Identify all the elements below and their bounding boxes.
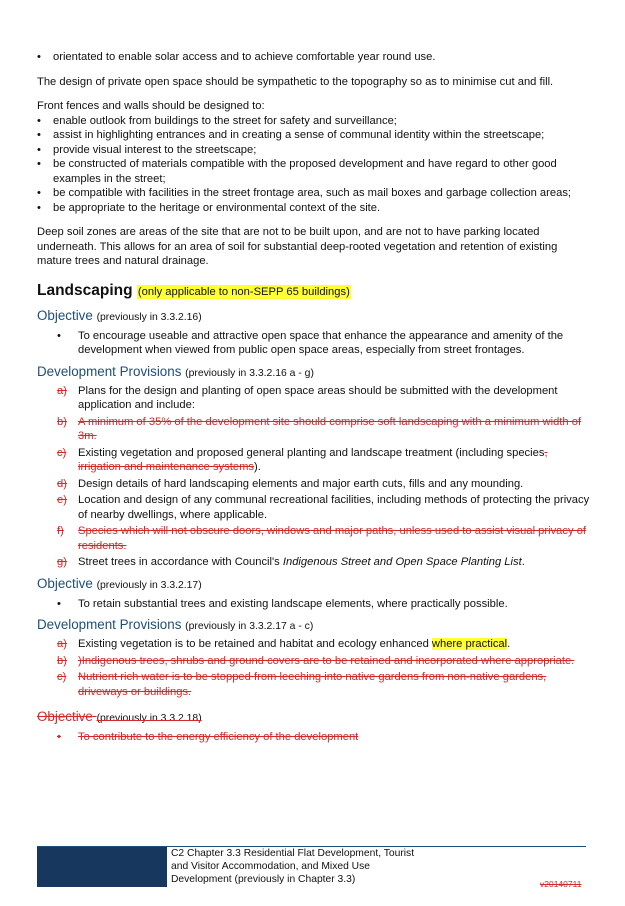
bullet-text: orientated to enable solar access and to achieve comfortable year round use. xyxy=(53,51,436,63)
provision-item: a) Plans for the design and planting of open space areas should be submitted with the development application and include: xyxy=(57,384,558,411)
objective-heading: Objective (previously in 3.3.2.17) xyxy=(37,575,202,591)
paragraph-deep-soil: Deep soil zones are areas of the site that are not to be built upon, and are not to have parking located underneath. This allows for an area of soil for substantial deep-rooted vegetation and retention of existing mature trees and natural drainage. xyxy=(37,226,558,267)
objective-heading-deleted: Objective (previously in 3.3.2.18) xyxy=(37,709,202,724)
objective-heading: Objective (previously in 3.3.2.16) xyxy=(37,307,202,323)
landscaping-heading: Landscaping (only applicable to non-SEPP 65 buildings) xyxy=(37,281,350,299)
provisions-heading: Development Provisions (previously in 3.3.2.16 a - g) xyxy=(37,363,314,379)
footer-chapter-title: C2 Chapter 3.3 Residential Flat Development, Tourist and Visitor Accommodation, and Mixed Use Development (previously in Chapter 3.3) xyxy=(171,848,415,885)
footer-color-block xyxy=(37,847,167,887)
bullet-item: • assist in highlighting entrances and in creating a sense of communal identity within the streetscape; xyxy=(37,129,545,141)
objective-bullet: • To encourage useable and attractive open space that enhance the appearance and amenity of the development when viewed from public open space areas, especially from street frontages. xyxy=(57,329,564,356)
paragraph-topography: The design of private open space should be sympathetic to the topography so as to minimise cut and fill. xyxy=(37,75,554,88)
bullet-item: • be constructed of materials compatible with the proposed development and have regard to other good examples in the street; xyxy=(37,158,557,185)
provision-item: e) Location and design of any communal recreational facilities, including methods of protecting the privacy of nearby dwellings, where applicable. xyxy=(57,494,590,521)
provisions-heading: Development Provisions (previously in 3.3.2.17 a - c) xyxy=(37,617,314,632)
bullet-item: • provide visual interest to the streetscape; xyxy=(37,143,257,156)
provision-item: c) Existing vegetation and proposed general planting and landscape treatment (including species, irrigation and maintenance systems). xyxy=(57,446,548,473)
provision-item-deleted: f) Species which will not obscure doors, windows and major paths, unless used to assist visual privacy of residents. xyxy=(57,525,587,552)
paragraph-fences: Front fences and walls should be designed to: xyxy=(37,100,265,112)
provision-item: d) Design details of hard landscaping elements and major earth cuts, fills and any mounding. xyxy=(57,477,524,490)
bullet-item: • be compatible with facilities in the street frontage area, such as mail boxes and garbage collection areas; xyxy=(37,187,572,199)
objective-bullet: • To retain substantial trees and existing landscape elements, where practically possible. xyxy=(57,597,508,610)
provision-item-deleted: b) A minimum of 35% of the development site should comprise soft landscaping with a minimum width of 3m. xyxy=(57,415,582,442)
provision-item: a) Existing vegetation is to be retained and habitat and ecology enhanced where practical. xyxy=(57,638,511,650)
objective-bullet-deleted: • To contribute to the energy efficiency of the development xyxy=(57,731,359,743)
provision-item-deleted: c) Nutrient rich water is to be stopped from leeching into native gardens from non-native gardens, driveways or buildings. xyxy=(57,671,547,698)
bullet-item: • be appropriate to the heritage or environmental context of the site. xyxy=(37,201,381,214)
provision-item-deleted: b) )Indigenous trees, shrubs and ground covers are to be retained and incorporated where appropriate. xyxy=(57,654,575,667)
footer-version: v20140711 xyxy=(540,879,582,889)
provision-item: g) Street trees in accordance with Council's Indigenous Street and Open Space Planting List. xyxy=(57,556,525,568)
bullet-item xyxy=(37,50,593,65)
bullet-dot: • xyxy=(37,51,41,63)
document-page xyxy=(37,50,593,745)
bullet-item: • enable outlook from buildings to the street for safety and surveillance; xyxy=(37,114,397,127)
landscaping-note: (only applicable to non-SEPP 65 buildings) xyxy=(137,285,350,298)
